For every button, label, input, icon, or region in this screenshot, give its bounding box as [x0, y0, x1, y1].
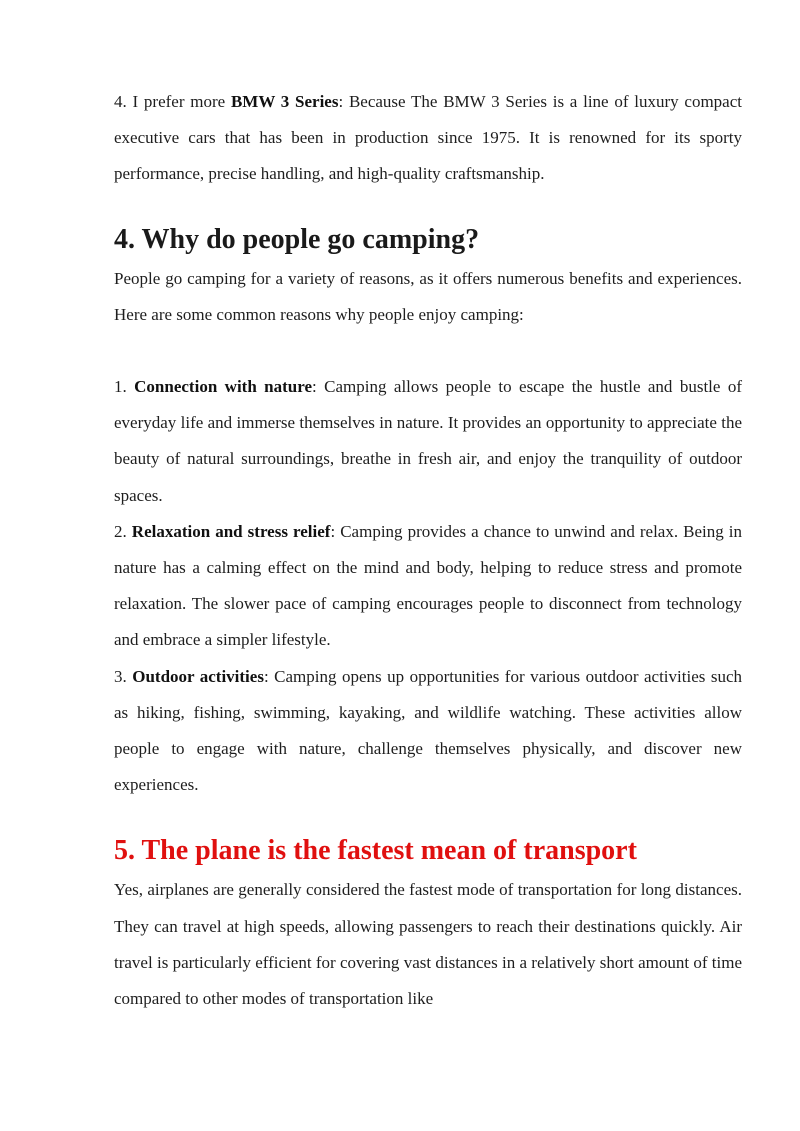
document-body [114, 84, 742, 1017]
camping-item-3 [114, 659, 742, 804]
item-number: 2. [114, 521, 132, 541]
item-text: : Camping provides a chance to unwind and relax. Being in nature has a calming effect on the mind and body, helping to reduce stress and promote relaxation. The slower pace of camping encourages people to disconnect from technology and embrace a simpler lifestyle. [114, 521, 743, 650]
item-bold-term: Relaxation and stress relief [131, 521, 331, 541]
item-number: 1. [114, 377, 135, 397]
bmw-bold-term: BMW 3 Series [230, 92, 339, 111]
item-text: : Camping opens up opportunities for various outdoor activities such as hiking, fishing, swimming, kayaking, and wildlife watching. These activities allow people to engage with nature, challenge themselves physically, and discover new experiences. [114, 666, 742, 795]
bmw-paragraph [114, 84, 742, 193]
blank-line [114, 333, 742, 369]
camping-intro: People go camping for a variety of reasons, as it offers numerous benefits and experiences. Here are some common reasons why people enjoy camping: [114, 268, 742, 324]
bmw-text: : Because The BMW 3 Series is a line of luxury compact executive cars that has been in production since 1975. It is renowned for its sporty performance, precise handling, and high-quality craftsmanship. [114, 92, 742, 184]
plane-paragraph: Yes, airplanes are generally considered the fastest mode of transportation for long distances. They can travel at high speeds, allowing passengers to reach their destinations quickly. Air travel is particularly efficient for covering vast distances in a relatively short amount of time compared to other modes of transportation like [114, 880, 742, 1009]
section-4-heading: 4. Why do people go camping? [114, 223, 480, 255]
item-bold-term: Connection with nature [134, 377, 313, 397]
camping-item-2 [114, 514, 742, 659]
section-5-heading: 5. The plane is the fastest mean of transport [114, 835, 637, 867]
bmw-number: 4. I prefer more [114, 92, 231, 111]
item-bold-term: Outdoor activities [132, 666, 264, 686]
item-text: : Camping allows people to escape the hustle and bustle of everyday life and immerse themselves in nature. It provides an opportunity to appreciate the beauty of natural surroundings, breathe in fresh air, and enjoy the tranquility of outdoor spaces. [114, 377, 742, 505]
camping-item-1 [114, 369, 742, 514]
item-number: 3. [114, 666, 133, 686]
